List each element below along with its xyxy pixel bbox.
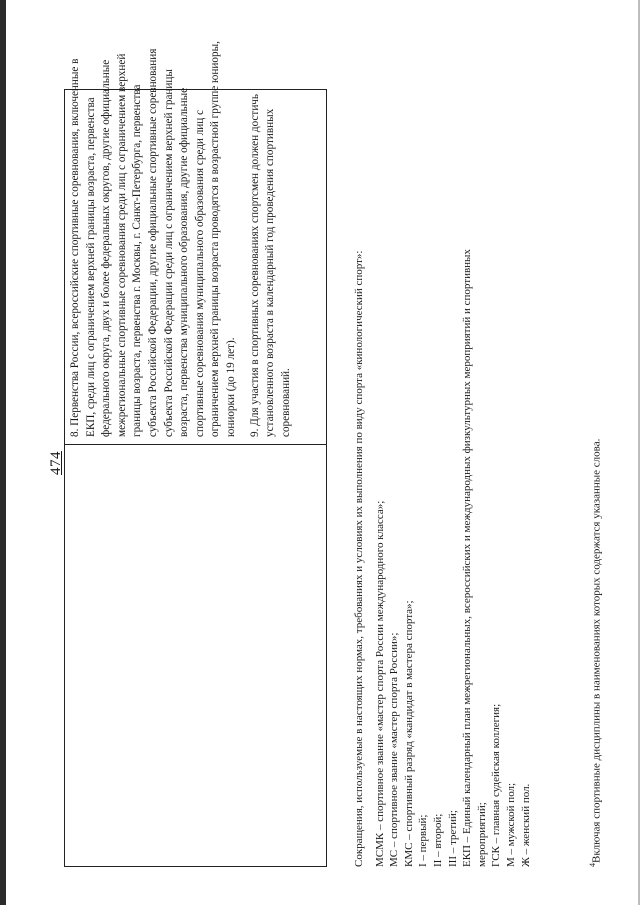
footnote-text: Включая спортивные дисциплины в наименованиях которых содержатся указанные слова.	[590, 438, 603, 863]
abbreviation-item: I – первый;	[417, 814, 430, 867]
table-note-9: 9. Для участия в спортивных соревнованиях спортсмен должен достичь установленного возраста в календарный год проведения спортивных соревнований.	[248, 93, 292, 437]
abbreviation-item: III – третий;	[446, 810, 459, 867]
abbreviation-item: М – мужской пол;	[504, 782, 517, 867]
abbreviations-section	[352, 7, 533, 867]
table-column-divider	[64, 444, 327, 445]
abbreviations-intro: Сокращения, используемые в настоящих нормах, требованиях и условиях их выполнения по виду спорта «кинологический спорт»:	[353, 250, 365, 867]
abbreviation-item: ЕКП – Единый календарный план межрегиональных, всероссийских и международных физкультурных мероприятий и спортивных мероприятий;	[461, 249, 488, 867]
abbreviation-item: Ж – женский пол.	[519, 783, 532, 867]
abbreviation-item: ГСК – главная судейская коллегия;	[490, 703, 503, 867]
abbreviation-item: МСМК – спортивное звание «мастер спорта России международного класса»;	[373, 500, 386, 867]
page-number: 474	[48, 451, 64, 475]
table-cell-notes	[68, 17, 302, 437]
abbreviation-item: МС – спортивное звание «мастер спорта России»;	[388, 632, 401, 867]
abbreviations-list	[373, 7, 534, 867]
abbreviation-item: КМС – спортивный разряд «кандидат в мастера спорта»;	[402, 600, 415, 867]
footnote	[586, 7, 604, 867]
footnote-marker: 4	[588, 863, 597, 867]
table-note-8: 8. Первенства России, всероссийские спортивные соревнования, включенные в ЕКП, среди лиц с ограничением верхней границы возраста, первенства федерального округа, двух и более федеральных округов, другие официальные межрегиональные спортивные соревнования среди лиц с ограничением верхней границы возраста, первенства г. Москвы, г. Санкт-Петербурга, первенства субъекта Российской Федерации, другие официальные спортивные соревнования субъекта Российской Федерации среди лиц с ограничением верхней границы возраста, первенства муниципального образования, другие официальные спортивные соревнования муниципального образования среди лиц с ограничением верхней границы возраста проводятся в возрастной группе юниоры, юниорки (до 19 лет).	[69, 41, 237, 437]
abbreviation-item: II – второй;	[431, 813, 444, 867]
